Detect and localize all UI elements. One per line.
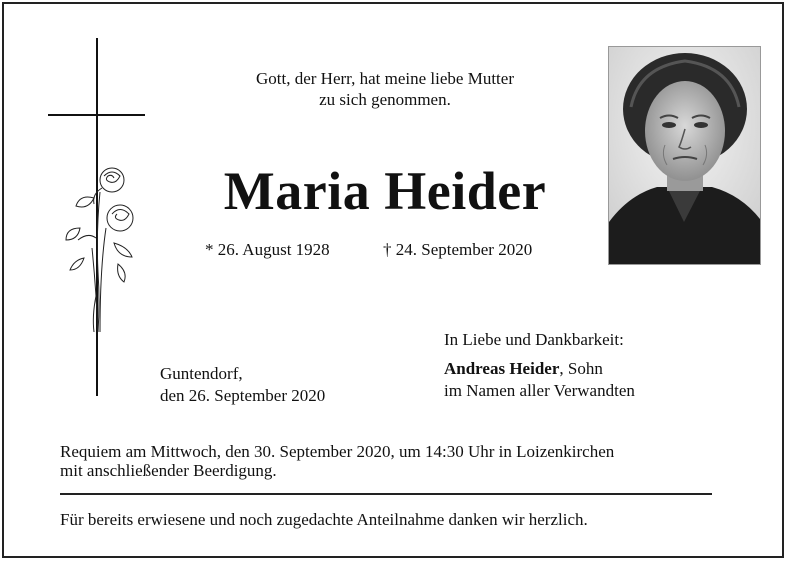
- portrait-photo: [608, 46, 761, 265]
- thanks-heading: In Liebe und Dankbarkeit:: [444, 330, 624, 349]
- intro-line-2: zu sich genommen.: [319, 90, 451, 109]
- portrait-image: [609, 47, 760, 264]
- place: Guntendorf,: [160, 364, 243, 383]
- footer-thanks: Für bereits erwiesene und noch zugedachte Anteilnahme danken wir herzlich.: [60, 510, 588, 529]
- signer-name: Andreas Heider: [444, 359, 560, 378]
- cross-with-roses-icon: [44, 38, 154, 400]
- intro-line-1: Gott, der Herr, hat meine liebe Mutter: [255, 69, 514, 88]
- notice-date: den 26. September 2020: [160, 386, 326, 405]
- intro-text: [160, 68, 610, 110]
- requiem-line-1: Requiem am Mittwoch, den 30. September 2020, um 14:30 Uhr in Loizenkirchen: [60, 442, 615, 461]
- signer-line-1: [444, 358, 635, 380]
- signer-relation: , Sohn: [559, 359, 603, 378]
- death-date: † 24. September 2020: [383, 240, 533, 259]
- signer-block: [444, 358, 635, 402]
- birth-date: * 26. August 1928: [205, 240, 330, 259]
- requiem-info: [60, 442, 614, 480]
- requiem-line-2: mit anschließender Beerdigung.: [60, 461, 277, 480]
- deceased-name: Maria Heider: [223, 161, 547, 221]
- divider: [60, 493, 712, 495]
- place-date-block: [160, 363, 325, 407]
- signer-line-2: im Namen aller Verwandten: [444, 381, 635, 400]
